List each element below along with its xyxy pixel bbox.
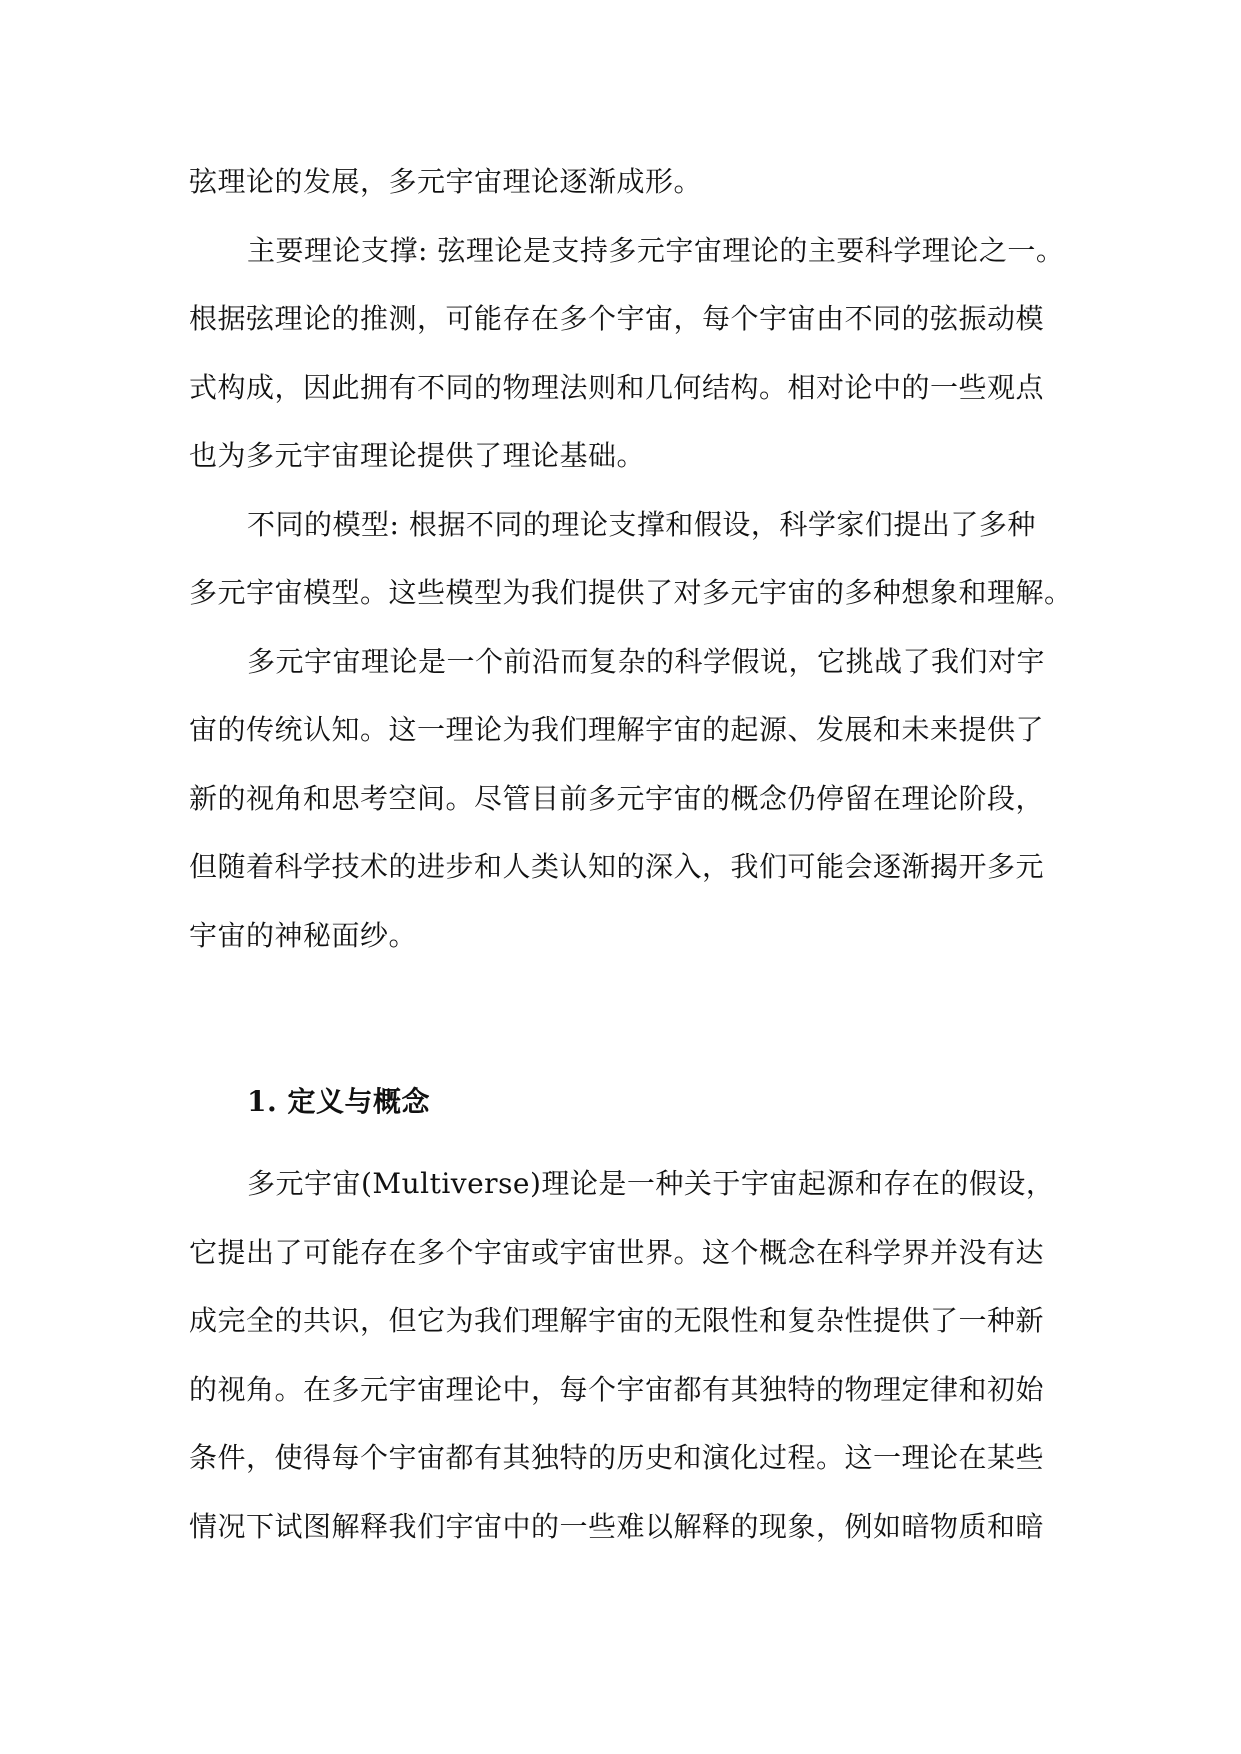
text-line: 条件，使得每个宇宙都有其独特的历史和演化过程。这一理论在某些 <box>189 1441 1045 1474</box>
text-line: 它提出了可能存在多个宇宙或宇宙世界。这个概念在科学界并没有达 <box>189 1235 1045 1269</box>
text-line: 宇宙的神秘面纱。 <box>189 918 418 952</box>
text-line: 但随着科学技术的进步和人类认知的深入，我们可能会逐渐揭开多元 <box>189 850 1045 883</box>
text-line: 根据弦理论的推测，可能存在多个宇宙，每个宇宙由不同的弦振动模 <box>189 302 1045 335</box>
text-line: 情况下试图解释我们宇宙中的一些难以解释的现象，例如暗物质和暗 <box>189 1509 1045 1543</box>
paragraph-summary <box>189 628 1059 971</box>
text-line: 多元宇宙(Multiverse)理论是一种关于宇宙起源和存在的假设， <box>247 1167 1055 1200</box>
text-line: 弦理论的发展，多元宇宙理论逐渐成形。 <box>189 165 703 198</box>
text-line: 多元宇宙理论是一个前沿而复杂的科学假说，它挑战了我们对宇 <box>247 644 1046 678</box>
body-text-lower <box>189 1150 1059 1561</box>
text-line: 多元宇宙模型。这些模型为我们提供了对多元宇宙的多种想象和理解。 <box>189 576 1073 609</box>
text-line: 新的视角和思考空间。尽管目前多元宇宙的概念仍停留在理论阶段， <box>189 781 1045 815</box>
text-line: 主要理论支撑: 弦理论是支持多元宇宙理论的主要科学理论之一。 <box>247 233 1065 267</box>
paragraph-definition <box>189 1150 1059 1561</box>
paragraph-main-theoretical-support <box>189 217 1065 491</box>
paragraph-string-theory-development <box>189 148 1059 217</box>
text-line: 式构成，因此拥有不同的物理法则和几何结构。相对论中的一些观点 <box>189 370 1045 404</box>
text-line: 也为多元宇宙理论提供了理论基础。 <box>189 439 646 472</box>
text-line: 不同的模型: 根据不同的理论支撑和假设，科学家们提出了多种 <box>247 507 1036 541</box>
section-heading: 1. 定义与概念 <box>247 1085 430 1118</box>
text-line: 宙的传统认知。这一理论为我们理解宇宙的起源、发展和未来提供了 <box>189 713 1045 746</box>
paragraph-different-models <box>189 491 1073 628</box>
text-line: 的视角。在多元宇宙理论中，每个宇宙都有其独特的物理定律和初始 <box>189 1372 1045 1406</box>
body-text-upper <box>189 148 1073 970</box>
text-line: 成完全的共识，但它为我们理解宇宙的无限性和复杂性提供了一种新 <box>189 1304 1045 1337</box>
